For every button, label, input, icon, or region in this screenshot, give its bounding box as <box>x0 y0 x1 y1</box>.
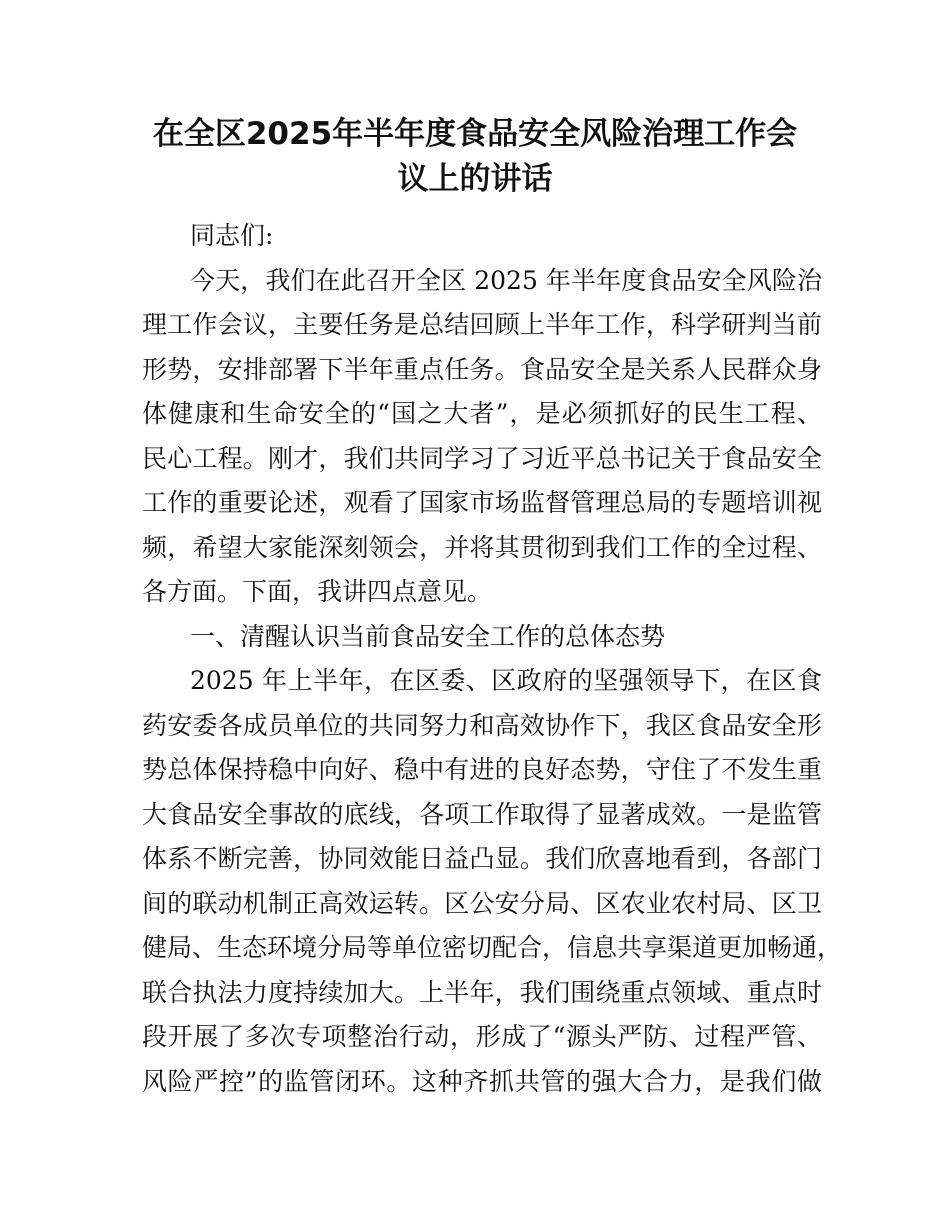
text-line: 段开展了多次专项整治行动，形成了“源头严防、过程严管、 <box>142 1022 822 1051</box>
text-line: 大食品安全事故的底线，各项工作取得了显著成效。一是监管 <box>142 799 822 829</box>
title-line-2: 议上的讲话 <box>397 161 553 197</box>
paragraph-situation <box>142 659 843 1104</box>
text-line: 体健康和生命安全的“国之大者”，是必须抓好的民生工程、 <box>142 399 822 428</box>
text-line: 2025 年上半年，在区委、区政府的坚强领导下，在区食 <box>190 666 822 695</box>
document-title <box>130 112 820 202</box>
section-heading: 一、清醒认识当前食品安全工作的总体态势 <box>190 621 666 651</box>
text-line: 风险严控”的监管闭环。这种齐抓共管的强大合力，是我们做 <box>142 1066 822 1096</box>
text-line: 频，希望大家能深刻领会，并将其贯彻到我们工作的全过程、 <box>142 532 822 562</box>
text-line: 体系不断完善，协同效能日益凸显。我们欣喜地看到，各部门 <box>142 844 822 873</box>
text-line: 药安委各成员单位的共同努力和高效协作下，我区食品安全形 <box>142 710 822 740</box>
text-line: 工作的重要论述，观看了国家市场监督管理总局的专题培训视 <box>142 488 822 517</box>
text-line: 各方面。下面，我讲四点意见。 <box>142 577 493 606</box>
paragraph-intro <box>142 259 822 615</box>
salutation: 同志们: <box>190 221 274 250</box>
text-line: 间的联动机制正高效运转。区公安分局、区农业农村局、区卫 <box>142 888 822 918</box>
title-line-1: 在全区2025年半年度食品安全风险治理工作会 <box>152 116 798 152</box>
text-line: 健局、生态环境分局等单位密切配合，信息共享渠道更加畅通， <box>142 933 843 962</box>
text-line: 民心工程。刚才，我们共同学习了习近平总书记关于食品安全 <box>142 443 822 473</box>
text-line: 形势，安排部署下半年重点任务。食品安全是关系人民群众身 <box>142 354 822 384</box>
document-body <box>142 214 843 1104</box>
text-line: 今天，我们在此召开全区 2025 年半年度食品安全风险治 <box>190 265 822 295</box>
text-line: 联合执法力度持续加大。上半年，我们围绕重点领域、重点时 <box>142 977 822 1007</box>
text-line: 理工作会议，主要任务是总结回顾上半年工作，科学研判当前 <box>142 310 822 339</box>
text-line: 势总体保持稳中向好、稳中有进的良好态势，守住了不发生重 <box>142 755 822 784</box>
